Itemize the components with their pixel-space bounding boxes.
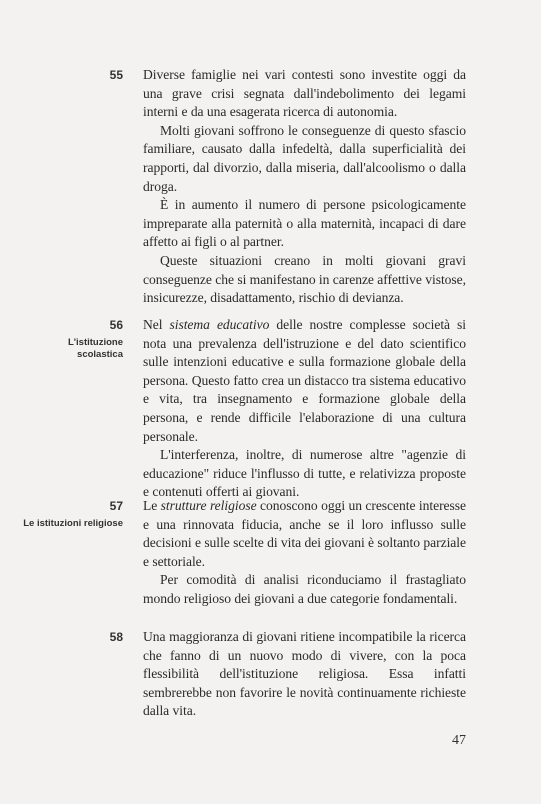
section-body bbox=[143, 497, 466, 609]
section-body bbox=[143, 628, 466, 721]
paragraph: Molti giovani soffrono le conseguenze di questo sfascio familiare, causato dalla infedeltà, dalla superficialità dei rapporti, dal divorzio, dalla miseria, dall'alcoolismo o dalla droga. bbox=[143, 122, 466, 194]
paragraph: Per comodità di analisi riconduciamo il frastagliato mondo religioso dei giovani a due categorie fondamentali. bbox=[143, 572, 466, 606]
page-number: 47 bbox=[452, 733, 466, 748]
text-run: Le bbox=[143, 498, 161, 513]
paragraph: Diverse famiglie nei vari contesti sono investite oggi da una grave crisi segnata dall'indebolimento dei legami interni e da una esagerata ricerca di autonomia. bbox=[143, 67, 466, 120]
text-run: delle nostre complesse società si nota una prevalenza dell'istruzione e del dato scientifico sulle intenzioni educative e sulla formazione globale della persona. Questo fatto crea un distacco tra sistema educativo e vita, tra insegnamento e formazione globale della persona, e rende difficile l'elaborazione di una cultura personale. bbox=[143, 317, 467, 444]
paragraph-number: 57 bbox=[109, 499, 123, 513]
side-label: L'istituzione scolastica bbox=[67, 337, 123, 360]
paragraph bbox=[143, 497, 466, 571]
paragraph-number: 58 bbox=[109, 630, 123, 644]
text-run: conoscono oggi un crescente interesse e una rinnovata fiducia, anche se il loro influsso sulle decisioni e sulle scelte di vita dei giovani è soltanto parziale e settoriale. bbox=[143, 498, 466, 569]
paragraph bbox=[143, 316, 466, 446]
section-body bbox=[143, 66, 466, 308]
paragraph: Una maggioranza di giovani ritiene incompatibile la ricerca che fanno di un nuovo modo di vivere, con la poca flessibilità dell'istituzione religiosa. Essa infatti sembrerebbe non favorire le novità continuamente richieste dalla vita. bbox=[143, 629, 466, 719]
text-run: Nel bbox=[143, 317, 170, 332]
paragraph: È in aumento il numero di persone psicologicamente impreparate alla paternità o alla maternità, incapaci di dare affetto ai figli o al partner. bbox=[143, 197, 466, 250]
paragraph-number: 56 bbox=[109, 318, 123, 332]
paragraph-number: 55 bbox=[109, 68, 123, 82]
emphasis: sistema educativo bbox=[169, 317, 270, 332]
paragraph: L'interferenza, inoltre, di numerose altre "agenzie di educazione" riduce l'influsso di tutte, e relativizza proposte e contenuti offerti ai giovani. bbox=[143, 447, 466, 500]
section-body bbox=[143, 316, 466, 502]
side-label: Le istituzioni religiose bbox=[23, 518, 123, 529]
paragraph: Queste situazioni creano in molti giovani gravi conseguenze che si manifestano in carenze affettive vistose, insicurezze, disadattamento, rischio di devianza. bbox=[143, 252, 466, 306]
emphasis: strutture religiose bbox=[160, 498, 257, 513]
